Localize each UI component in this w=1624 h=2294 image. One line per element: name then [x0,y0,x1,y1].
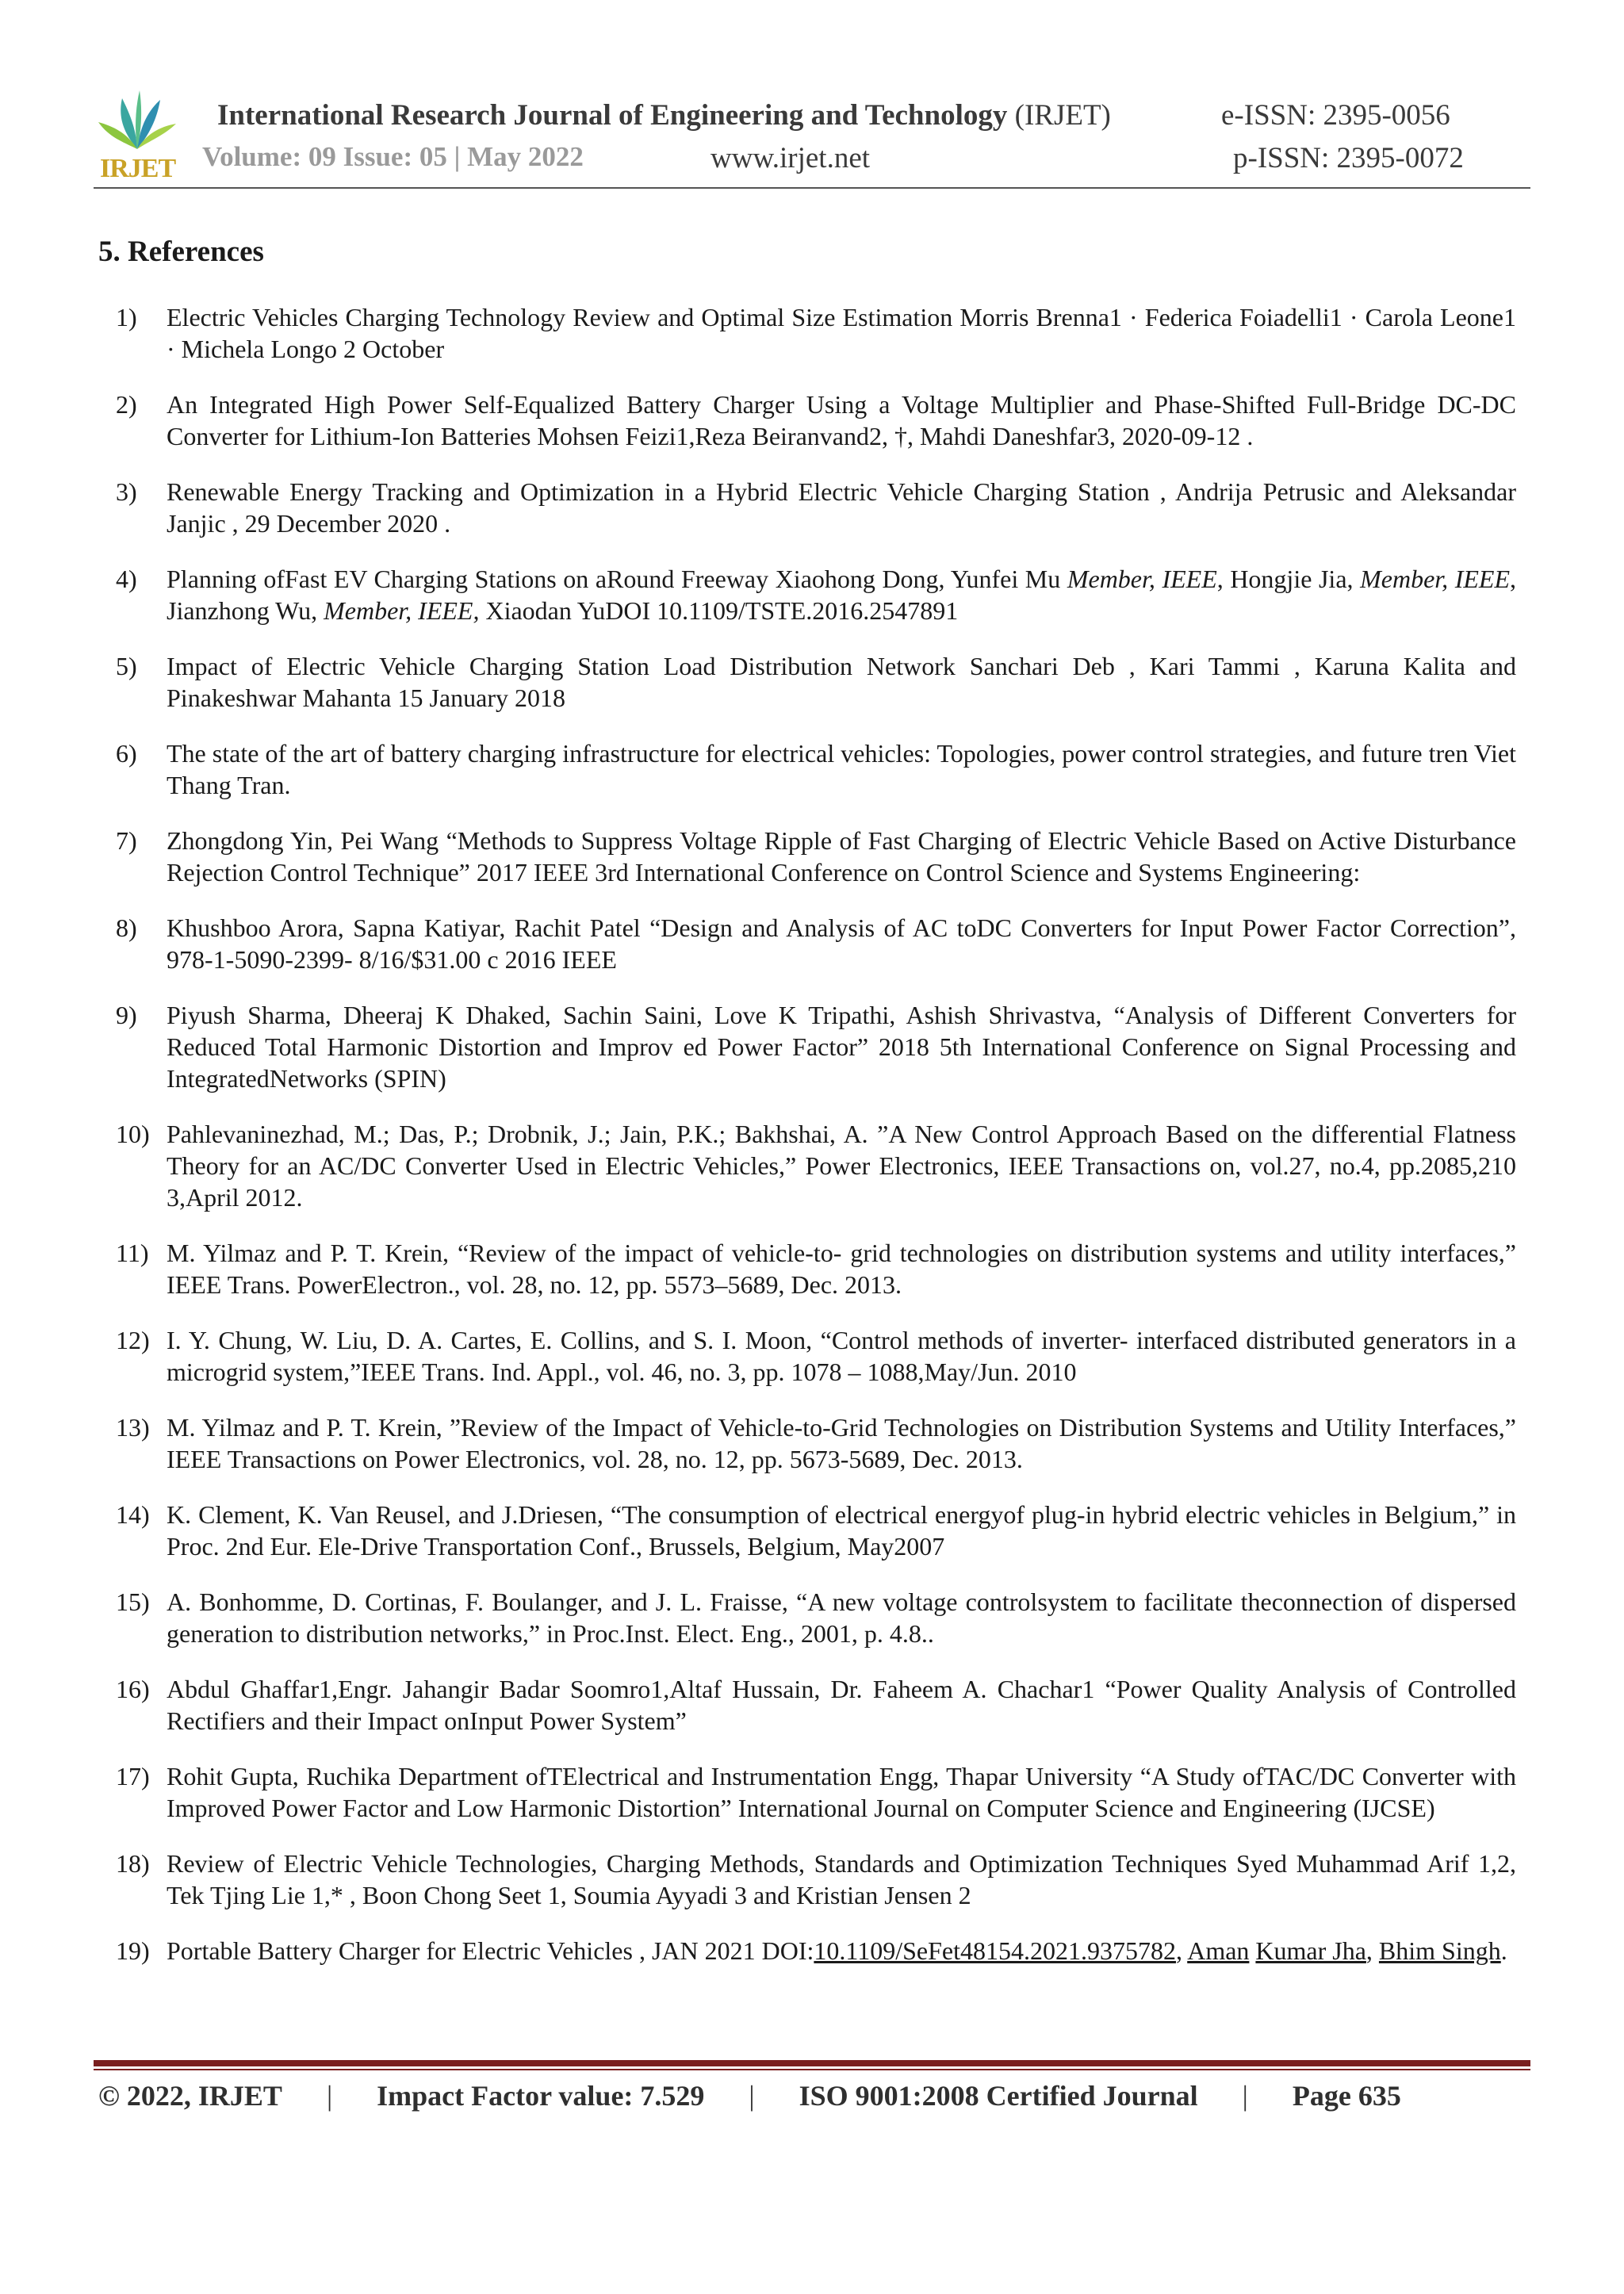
reference-text: Pahlevaninezhad, M.; Das, P.; Drobnik, J.; Jain, P.K.; Bakhshai, A. ”A New Control Approach Based on the differential Flatness Theory for an AC/DC Converter Used in Electric Vehicles,” Power Electronics, IEEE Transactions on, vol.27, no.4, pp.2085,210 3,April 2012. [167,1120,1516,1212]
journal-abbr: (IRJET) [1014,99,1111,132]
reference-membership: Member, IEEE [1067,565,1217,593]
reference-item [98,1935,1516,1967]
reference-number: 13) [116,1413,150,1442]
irjet-logo-icon [94,87,181,181]
reference-item [98,1760,1516,1824]
reference-text: Impact of Electric Vehicle Charging Station Load Distribution Network Sanchari Deb , Kari Tammi , Karuna Kalita and Pinakeshwar Mahanta 15 January 2018 [167,652,1516,712]
reference-number: 3) [116,477,137,506]
reference-item [98,825,1516,888]
reference-number: 8) [116,913,137,942]
reference-text: , Jianzhong Wu, [167,565,1517,625]
reference-number: 14) [116,1500,150,1529]
reference-number: 18) [116,1849,150,1878]
footer-separator: | [749,2080,755,2112]
reference-text: , Hongjie Jia, [1216,565,1361,593]
reference-item [98,650,1516,714]
reference-item [98,1848,1516,1911]
reference-text: , [1365,1936,1379,1965]
author-link[interactable]: Kumar Jha [1255,1936,1366,1965]
reference-number: 10) [116,1120,150,1148]
reference-number: 15) [116,1587,150,1616]
reference-item [98,1324,1516,1388]
reference-text: Electric Vehicles Charging Technology Review and Optimal Size Estimation Morris Brenna1 · Federica Foiadelli1 · Carola Leone1 · Michela Longo 2 October [167,303,1516,363]
reference-item [98,476,1516,539]
reference-number: 9) [116,1001,137,1029]
reference-item [98,301,1516,365]
reference-text: Portable Battery Charger for Electric Vehicles , JAN 2021 DOI: [167,1936,814,1965]
footer-divider [94,2060,1530,2066]
reference-text: Piyush Sharma, Dheeraj K Dhaked, Sachin Saini, Love K Tripathi, Ashish Shrivastva, “Analysis of Different Converters for Reduced Total Harmonic Distortion and Improv ed Power Factor” 2018 5th International Conference on Signal Processing and IntegratedNetworks (SPIN) [167,1001,1516,1093]
footer-iso: ISO 9001:2008 Certified Journal [799,2080,1198,2112]
author-link[interactable]: Aman [1187,1936,1250,1965]
reference-number: 1) [116,303,137,331]
pissn: p-ISSN: 2395-0072 [1233,142,1464,174]
reference-item [98,737,1516,801]
reference-text: A. Bonhomme, D. Cortinas, F. Boulanger, and J. L. Fraisse, “A new voltage controlsystem to facilitate theconnection of dispersed generation to distribution networks,” in Proc.Inst. Elect. Eng., 2001, p. 4.8.. [167,1587,1516,1648]
reference-number: 16) [116,1675,150,1703]
header-divider [94,187,1530,189]
page-footer [98,2079,1401,2112]
reference-number: 17) [116,1762,150,1790]
section-title: 5. References [98,236,264,268]
footer-impact-factor: Impact Factor value: 7.529 [377,2080,705,2112]
reference-text: Renewable Energy Tracking and Optimization in a Hybrid Electric Vehicle Charging Station , Andrija Petrusic and Aleksandar Janjic , 29 December 2020 . [167,477,1516,538]
reference-item [98,999,1516,1094]
reference-number: 12) [116,1326,150,1354]
reference-text: Zhongdong Yin, Pei Wang “Methods to Suppress Voltage Ripple of Fast Charging of Electric Vehicle Based on Active Disturbance Rejection Control Technique” 2017 IEEE 3rd International Conference on Control Science and Systems Engineering: [167,826,1516,887]
eissn: e-ISSN: 2395-0056 [1221,99,1450,132]
footer-separator: | [1242,2080,1248,2112]
reference-number: 7) [116,826,137,855]
reference-item [98,389,1516,452]
reference-item [98,912,1516,975]
reference-item [98,1118,1516,1213]
reference-membership: Member, IEEE, [324,596,480,625]
reference-text: Khushboo Arora, Sapna Katiyar, Rachit Patel “Design and Analysis of AC toDC Converters for Input Power Factor Correction”, 978-1-5090-2399- 8/16/$31.00 c 2016 IEEE [167,913,1516,974]
reference-text: Xiaodan YuDOI 10.1109/TSTE.2016.2547891 [479,596,959,625]
reference-text: Rohit Gupta, Ruchika Department ofTElectrical and Instrumentation Engg, Thapar University “A Study ofTAC/DC Converter with Improved Power Factor and Low Harmonic Distortion” International Journal on Computer Science and Engineering (IJCSE) [167,1762,1516,1822]
reference-number: 4) [116,565,137,593]
reference-number: 5) [116,652,137,680]
page-header [94,78,1530,189]
website-link[interactable]: www.irjet.net [710,142,871,174]
reference-number: 19) [116,1936,150,1965]
footer-separator: | [326,2080,333,2112]
reference-item [98,1586,1516,1649]
reference-membership: Member, IEEE [1360,565,1511,593]
reference-text: I. Y. Chung, W. Liu, D. A. Cartes, E. Collins, and S. I. Moon, “Control methods of inverter- interfaced distributed generators in a microgrid system,”IEEE Trans. Ind. Appl., vol. 46, no. 3, pp. 1078 – 1088,May/Jun. 2010 [167,1326,1516,1386]
footer-copyright: © 2022, IRJET [98,2080,282,2112]
reference-text: Planning ofFast EV Charging Stations on aRound Freeway Xiaohong Dong, Yunfei Mu [167,565,1067,593]
reference-text: Review of Electric Vehicle Technologies, Charging Methods, Standards and Optimization Techniques Syed Muhammad Arif 1,2, Tek Tjing Lie 1,* , Boon Chong Seet 1, Soumia Ayyadi 3 and Kristian Jensen 2 [167,1849,1516,1909]
reference-text: M. Yilmaz and P. T. Krein, ”Review of the Impact of Vehicle-to-Grid Technologies on Distribution Systems and Utility Interfaces,” IEEE Transactions on Power Electronics, vol. 28, no. 12, pp. 5673-5689, Dec. 2013. [167,1413,1516,1473]
reference-item [98,1673,1516,1737]
footer-divider-thin [94,2069,1530,2070]
author-link[interactable]: Bhim Singh [1378,1936,1501,1965]
reference-text: K. Clement, K. Van Reusel, and J.Driesen, “The consumption of electrical energyof plug-in hybrid electric vehicles in Belgium,” in Proc. 2nd Eur. Ele-Drive Transportation Conf., Brussels, Belgium, May2007 [167,1500,1516,1561]
reference-list [98,301,1516,1990]
reference-text: An Integrated High Power Self-Equalized Battery Charger Using a Voltage Multiplier and Phase-Shifted Full-Bridge DC-DC Converter for Lithium-Ion Batteries Mohsen Feizi1,Reza Beiranvand2, †, Mahdi Daneshfar3, 2020-09-12 . [167,390,1516,450]
reference-text: Abdul Ghaffar1,Engr. Jahangir Badar Soomro1,Altaf Hussain, Dr. Faheem A. Chachar1 “Power Quality Analysis of Controlled Rectifiers and their Impact onInput Power System” [167,1675,1516,1735]
footer-page-number: Page 635 [1292,2080,1401,2112]
reference-number: 6) [116,739,137,768]
reference-text: The state of the art of battery charging infrastructure for electrical vehicles: Topologies, power control strategies, and future tren Viet Thang Tran. [167,739,1516,799]
volume-issue: Volume: 09 Issue: 05 | May 2022 [202,141,584,172]
journal-title [217,98,1111,132]
logo-text: IRJET [100,154,176,183]
doi-link[interactable]: 10.1109/SeFet48154.2021.9375782 [814,1936,1176,1965]
reference-item [98,1237,1516,1300]
reference-text: . [1500,1936,1507,1965]
reference-item [98,1411,1516,1475]
reference-item [98,1499,1516,1562]
reference-number: 11) [116,1239,149,1267]
reference-text: , [1175,1936,1188,1965]
journal-title-text: International Research Journal of Engineering and Technology [217,99,1008,132]
reference-item [98,563,1516,626]
reference-text: M. Yilmaz and P. T. Krein, “Review of the impact of vehicle-to- grid technologies on distribution systems and utility interfaces,” IEEE Trans. PowerElectron., vol. 28, no. 12, pp. 5573–5689, Dec. 2013. [167,1239,1516,1299]
reference-number: 2) [116,390,137,419]
